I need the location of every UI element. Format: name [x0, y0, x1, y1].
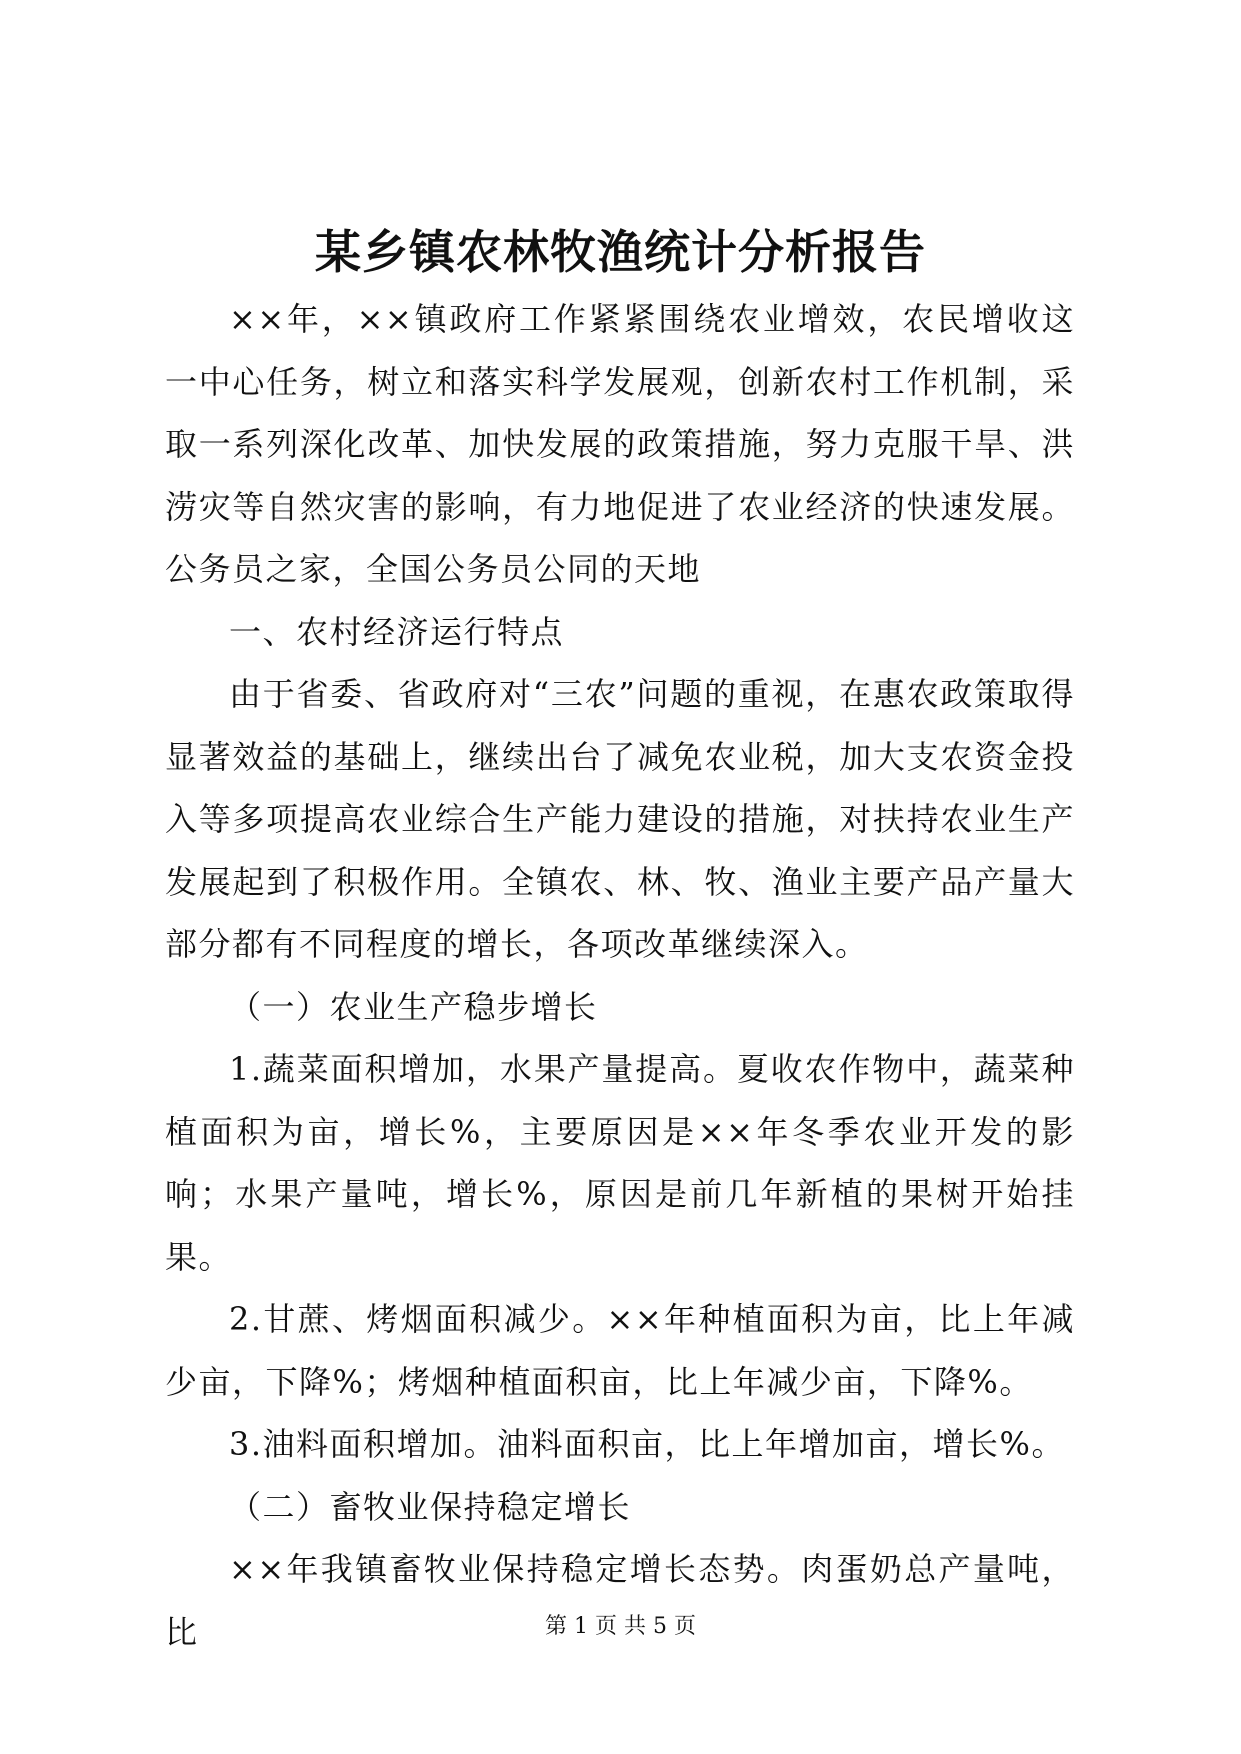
page-number-footer: 第 1 页 共 5 页 — [545, 1614, 696, 1639]
paragraph-intro: ××年，××镇政府工作紧紧围绕农业增效，农民增收这一中心任务，树立和落实科学发展观，创新农村工作机制，采取一系列深化改革、加快发展的政策措施，努力克服干旱、洪涝灾等自然灾害的影响，有力地促进了农业经济的快速发展。公务员之家，全国公务员公同的天地 — [165, 300, 1075, 588]
subsection-heading-1: （一）农业生产稳步增长 — [229, 987, 598, 1026]
paragraph-livestock: ××年我镇畜牧业保持稳定增长态势。肉蛋奶总产量吨，比 — [165, 1550, 1075, 1651]
subsection-heading-2: （二）畜牧业保持稳定增长 — [229, 1487, 632, 1526]
section-heading-1: 一、农村经济运行特点 — [229, 612, 565, 651]
paragraph-item-1: 1.蔬菜面积增加，水果产量提高。夏收农作物中，蔬菜种植面积为亩，增长%，主要原因是××年冬季农业开发的影响；水果产量吨，增长%，原因是前几年新植的果树开始挂果。 — [165, 1050, 1075, 1276]
document-body — [165, 288, 1075, 1663]
paragraph-item-2: 2.甘蔗、烤烟面积减少。××年种植面积为亩，比上年减少亩，下降%；烤烟种植面积亩，比上年减少亩，下降%。 — [165, 1300, 1075, 1401]
paragraph-item-3: 3.油料面积增加。油料面积亩，比上年增加亩，增长%。 — [229, 1425, 1065, 1463]
paragraph-overview: 由于省委、省政府对“三农”问题的重视，在惠农政策取得显著效益的基础上，继续出台了减免农业税，加大支农资金投入等多项提高农业综合生产能力建设的措施，对扶持农业生产发展起到了积极作用。全镇农、林、牧、渔业主要产品产量大部分都有不同程度的增长，各项改革继续深入。 — [165, 675, 1075, 963]
document-title: 某乡镇农林牧渔统计分析报告 — [315, 225, 926, 279]
